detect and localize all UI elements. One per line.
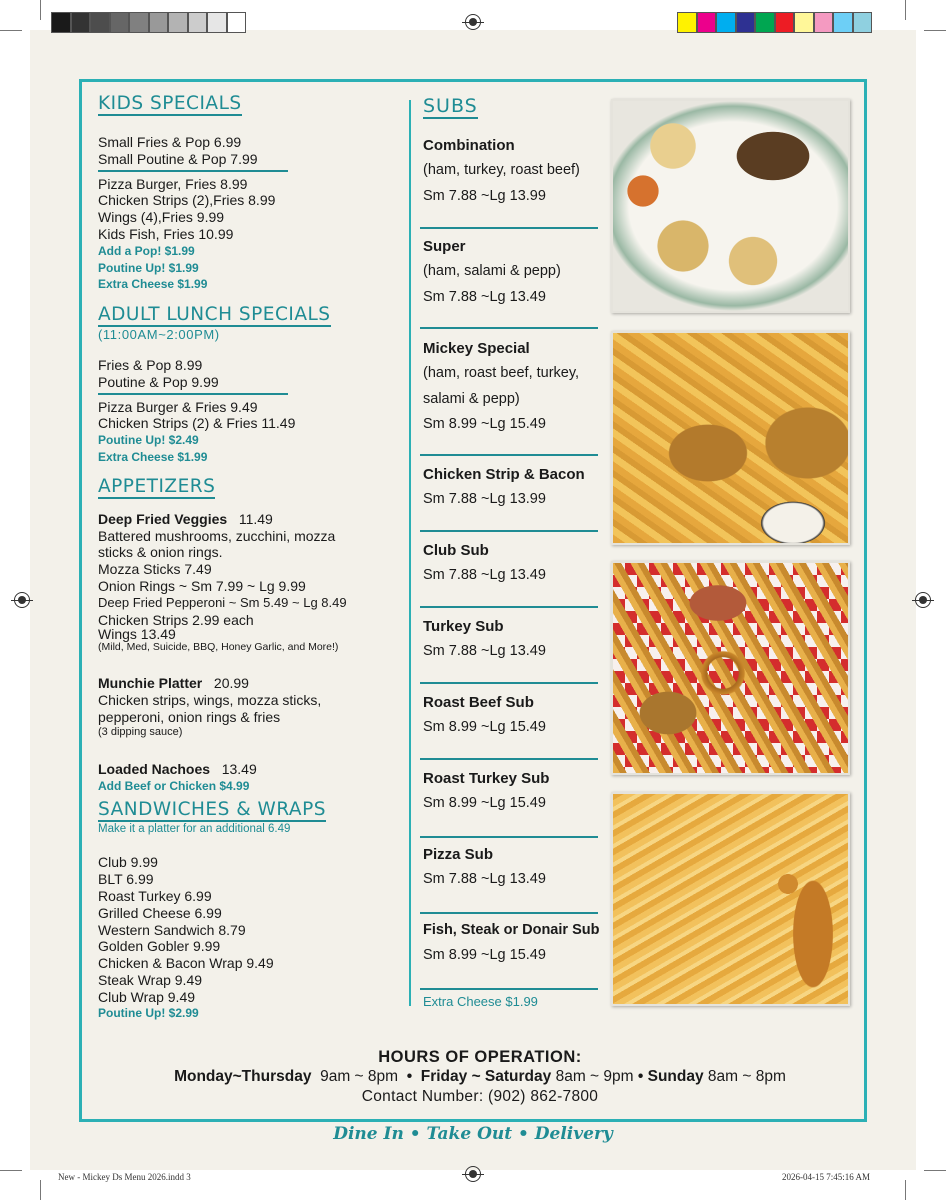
divider [420,758,598,760]
crop-mark [0,1170,22,1171]
menu-line: Roast Turkey 6.99 [98,887,212,904]
appetizers-title: APPETIZERS [98,475,216,497]
color-swatch [697,12,717,33]
color-swatch [833,12,853,33]
menu-line: Golden Gobler 9.99 [98,938,221,955]
time-weekend: 8am ~ 9pm [555,1068,634,1085]
sub-name: Fish, Steak or Donair Sub [423,922,600,938]
kids-group-1 [98,134,398,168]
divider [98,170,288,172]
bullet-separator: • [406,1068,413,1085]
divider [98,393,288,395]
sub-detail: (ham, salami & pepp) [423,263,561,279]
menu-line: Club 9.99 [98,854,158,871]
menu-line: Kids Fish, Fries 10.99 [98,225,234,242]
color-swatch [716,12,736,33]
crop-mark [924,30,946,31]
addon-line: Extra Cheese $1.99 [98,277,208,292]
item-description: Battered mushrooms, zucchini, mozza sticks & onion rings. [98,527,336,561]
hours-title [80,1048,880,1067]
platter-heading [98,675,398,692]
lunch-specials-title: ADULT LUNCH SPECIALS [98,304,331,326]
sub-detail: (ham, roast beef, turkey, [423,365,580,381]
time-sunday: 8am ~ 8pm [707,1068,786,1085]
item-description: Chicken strips, wings, mozza sticks, pepperoni, onion rings & fries [98,692,322,725]
sub-price: Sm 7.88 ~Lg 13.99 [423,187,546,204]
cmyk-color-bar [677,12,872,33]
contact-number: Contact Number: (902) 862-7800 [361,1088,599,1105]
days-weekend: Friday ~ Saturday [420,1068,552,1085]
menu-line: Chicken Strips (2) & Fries 11.49 [98,415,296,432]
sub-name: Mickey Special [423,340,530,357]
divider [420,836,598,838]
sub-item-chicken-strip-bacon [423,462,603,513]
divider [420,454,598,456]
color-swatch [149,12,169,33]
crop-mark [0,30,22,31]
platter-upgrade-note: Make it a platter for an additional 6.49 [98,823,291,836]
item-name: Deep Fried Veggies [98,510,228,527]
color-swatch [677,12,697,33]
menu-line: Wings 13.49 [98,626,176,643]
extra-cheese-note: Extra Cheese $1.99 [423,994,538,1009]
sub-price: Sm 7.88 ~Lg 13.99 [423,491,546,507]
sub-detail: salami & pepp) [423,390,520,407]
hours-heading: HOURS OF OPERATION [378,1048,576,1066]
addon-line: Poutine Up! $2.49 [98,433,199,448]
color-swatch [51,12,71,33]
color-swatch [794,12,814,33]
sub-name: Club Sub [423,542,489,559]
file-slug: New - Mickey Ds Menu 2026.indd 3 [58,1172,191,1182]
sub-item-turkey-sub [423,614,603,665]
menu-line: Pizza Burger, Fries 8.99 [98,175,248,192]
date-slug: 2026-04-15 7:45:16 AM [782,1172,871,1182]
crop-mark [40,1180,41,1200]
item-name: Munchie Platter [98,675,203,692]
color-swatch [90,12,110,33]
registration-mark-right [915,592,931,608]
registration-mark-bottom [465,1166,481,1182]
menu-line: Pizza Burger & Fries 9.49 [98,398,258,415]
divider [420,530,598,532]
sub-item-pizza-sub [423,842,603,893]
crop-mark [905,1180,906,1200]
menu-line: Grilled Cheese 6.99 [98,904,222,921]
item-price: 20.99 [213,675,249,692]
time-weekday: 9am ~ 8pm [320,1068,399,1085]
sandwiches-title: SANDWICHES & WRAPS [98,799,326,821]
menu-line: Chicken & Bacon Wrap 9.49 [98,955,274,972]
color-swatch [775,12,795,33]
crop-mark [905,0,906,20]
divider [420,606,598,608]
kids-specials-title: KIDS SPECIALS [98,93,242,114]
menu-line: Small Poutine & Pop 7.99 [98,150,258,167]
registration-mark-top [465,14,481,30]
sub-price: Sm 8.99 ~Lg 15.49 [423,416,546,432]
color-swatch [129,12,149,33]
sub-price: Sm 7.88 ~Lg 13.49 [423,871,546,887]
color-swatch [168,12,188,33]
color-swatch [736,12,756,33]
veggies-heading [98,511,398,528]
divider [420,227,598,229]
sub-name: Roast Beef Sub [423,694,534,711]
color-swatch [188,12,208,33]
wings-note: (Mild, Med, Suicide, BBQ, Honey Garlic, and More!) [98,641,339,654]
item-price: 11.49 [238,510,273,527]
sub-item-mickey-special [423,336,603,438]
sub-name: Roast Turkey Sub [423,770,550,787]
color-swatch [71,12,91,33]
addon-line: Poutine Up! $1.99 [98,260,199,275]
color-swatch [110,12,130,33]
nachos-heading [98,761,398,778]
sub-price: Sm 7.88 ~Lg 13.49 [423,288,546,305]
food-photo-munchie-platter [611,561,850,775]
color-swatch [227,12,247,33]
item-name: Loaded Nachoes [98,760,211,777]
crop-mark [924,1170,946,1171]
addon-line: Poutine Up! $2.99 [98,1006,199,1021]
left-column [98,93,398,1022]
sub-price: Sm 7.88 ~Lg 13.49 [423,643,546,659]
color-swatch [207,12,227,33]
menu-line: Western Sandwich 8.79 [98,921,246,938]
gray-color-bar [51,12,246,33]
sub-item-club-sub [423,538,603,589]
column-divider [409,100,411,1006]
divider [420,912,598,914]
service-tagline: Dine In • Take Out • Delivery [333,1124,613,1144]
hours-colon: : [575,1048,582,1066]
sub-item-roast-beef-sub [423,690,603,741]
sub-name: Chicken Strip & Bacon [423,466,585,483]
menu-line: Deep Fried Pepperoni ~ Sm 5.49 ~ Lg 8.49 [98,594,347,610]
menu-line: Steak Wrap 9.49 [98,971,203,988]
menu-line: Chicken Strips (2),Fries 8.99 [98,192,276,209]
bullet-separator: • [637,1068,644,1085]
sub-name: Turkey Sub [423,618,504,635]
menu-line: Fries & Pop 8.99 [98,356,203,373]
menu-line: Club Wrap 9.49 [98,988,196,1005]
sub-item-fish-steak-donair [423,918,613,969]
sub-name: Combination [423,137,515,154]
menu-line: Mozza Sticks 7.49 [98,561,212,578]
menu-line: Poutine & Pop 9.99 [98,373,219,390]
sub-name: Super [423,238,466,255]
sub-price: Sm 8.99 ~Lg 15.49 [423,947,546,963]
addon-line: Add a Pop! $1.99 [98,243,195,258]
platter-note: (3 dipping sauce) [98,725,183,738]
food-photo-fried-seafood [611,792,850,1006]
crop-mark [40,0,41,20]
food-photo-hot-plate [611,99,850,313]
sub-price: Sm 8.99 ~Lg 15.49 [423,795,546,811]
sub-price: Sm 8.99 ~Lg 15.49 [423,719,546,735]
menu-line: Wings (4),Fries 9.99 [98,209,225,226]
registration-mark-left [14,592,30,608]
menu-line: Small Fries & Pop 6.99 [98,134,242,150]
sub-price: Sm 7.88 ~Lg 13.49 [423,567,546,583]
menu-line: BLT 6.99 [98,871,154,888]
days-weekday: Monday~Thursday [174,1068,312,1085]
addon-line: Extra Cheese $1.99 [98,449,208,464]
subs-title: SUBS [423,95,478,117]
color-swatch [814,12,834,33]
food-photo-fish-and-chips [611,331,850,545]
sub-item-super [423,234,603,310]
divider [420,682,598,684]
days-sunday: Sunday [647,1068,704,1085]
sub-item-roast-turkey-sub [423,766,603,817]
color-swatch [853,12,873,33]
addon-line: Add Beef or Chicken $4.99 [98,778,250,793]
sub-name: Pizza Sub [423,846,494,863]
divider [420,327,598,329]
item-price: 13.49 [221,760,257,777]
hours-schedule [80,1068,880,1086]
color-swatch [755,12,775,33]
divider [420,988,598,990]
sub-detail: (ham, turkey, roast beef) [423,162,580,178]
sub-item-combination [423,133,603,209]
kids-group-2 [98,176,398,243]
lunch-hours-subtitle: (11:00AM~2:00PM) [98,327,220,343]
menu-line: Onion Rings ~ Sm 7.99 ~ Lg 9.99 [98,577,306,594]
menu-line: Chicken Strips 2.99 each [98,611,254,628]
